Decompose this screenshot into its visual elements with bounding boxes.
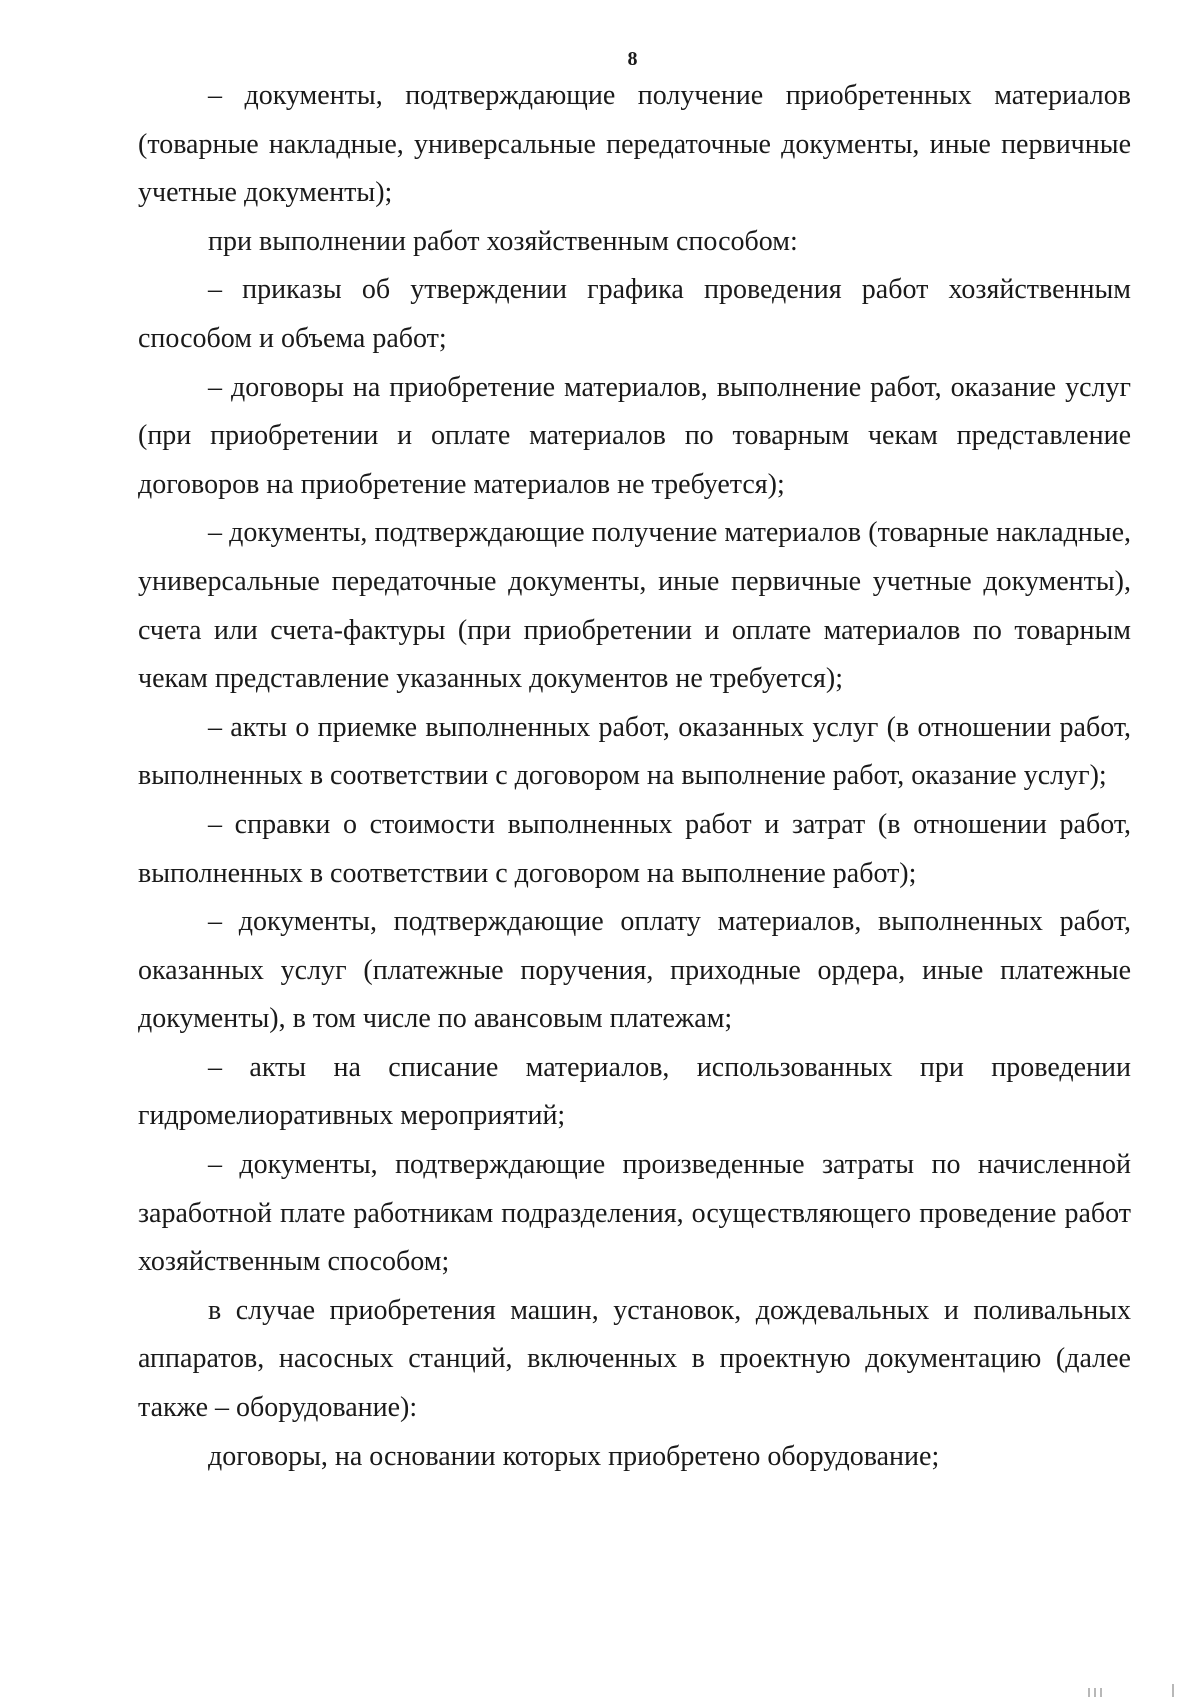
paragraph-equipment-purchase-heading: в случае приобретения машин, установок, дождевальных и поливальных аппаратов, насосных станций, включенных в проектную документацию (далее также – оборудование):: [138, 1294, 1131, 1424]
paragraph-acceptance-acts: – акты о приемке выполненных работ, оказанных услуг (в отношении работ, выполненных в соответствии с договором на выполнение работ, оказание услуг);: [138, 711, 1131, 792]
paragraph-salary-costs-docs: – документы, подтверждающие произведенные затраты по начисленной заработной плате работникам подразделения, осуществляющего проведение работ хозяйственным способом;: [138, 1149, 1131, 1278]
paragraph-in-house-works-heading: при выполнении работ хозяйственным способом:: [208, 225, 798, 257]
paragraph-write-off-acts: – акты на списание материалов, использованных при проведении гидромелиоративных мероприятий;: [138, 1051, 1131, 1132]
paragraph-materials-receipt-invoices: – документы, подтверждающие получение материалов (товарные накладные, универсальные передаточные документы, иные первичные учетные документы), счета или счета-фактуры (при приобретении и оплате материалов по товарным чекам представление указанных документов не требуется);: [138, 517, 1131, 695]
paragraph-schedule-orders: – приказы об утверждении графика проведения работ хозяйственным способом и объема работ;: [138, 274, 1131, 354]
page-number: 8: [627, 48, 638, 70]
scan-speck: [1100, 1688, 1102, 1697]
page-body: [138, 72, 1131, 1481]
scan-speck: [1172, 1684, 1174, 1697]
scan-speck: [1094, 1688, 1096, 1697]
scan-speck: [1088, 1688, 1090, 1697]
paragraph-materials-receipt-docs: – документы, подтверждающие получение приобретенных материалов (товарные накладные, универсальные передаточные документы, иные первичные учетные документы);: [138, 80, 1131, 209]
paragraph-payment-docs: – документы, подтверждающие оплату материалов, выполненных работ, оказанных услуг (платежные поручения, приходные ордера, иные платежные документы), в том числе по авансовым платежам;: [138, 906, 1131, 1035]
paragraph-equipment-contracts: договоры, на основании которых приобретено оборудование;: [208, 1440, 940, 1472]
paragraph-purchase-contracts: – договоры на приобретение материалов, выполнение работ, оказание услуг (при приобретении и оплате материалов по товарным чекам представление договоров на приобретение материалов не требуется);: [138, 371, 1131, 500]
paragraph-cost-statements: – справки о стоимости выполненных работ и затрат (в отношении работ, выполненных в соответствии с договором на выполнение работ);: [138, 808, 1131, 889]
